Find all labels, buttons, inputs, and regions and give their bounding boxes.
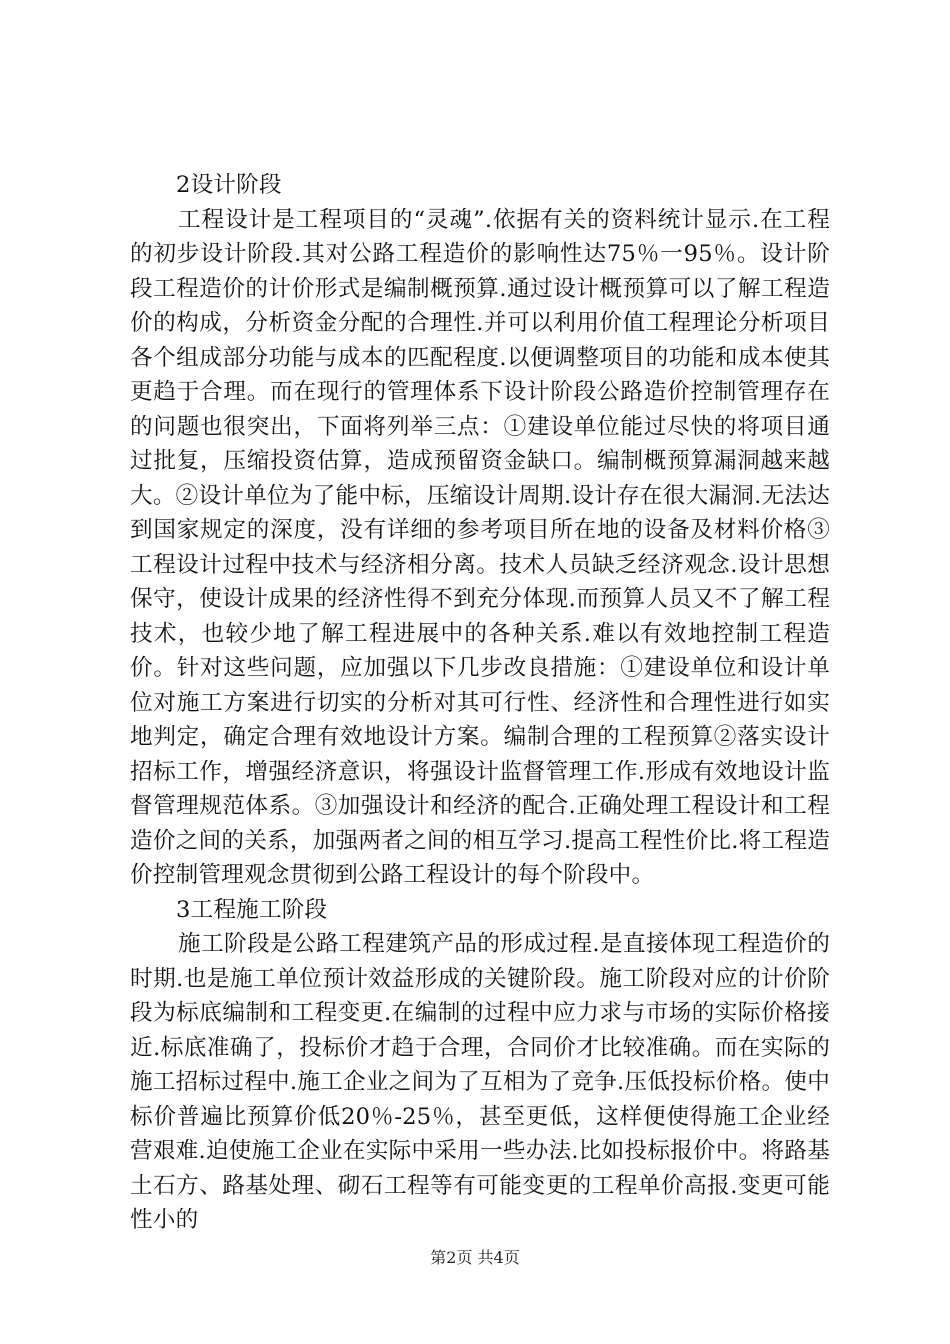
section-heading: 2设计阶段 [176,172,282,198]
section-paragraph: 施工阶段是公路工程建筑产品的形成过程.是直接体现工程造价的时期.也是施工单位预计效益形成的关键阶段。施工阶段对应的计价阶段为标底编制和工程变更.在编制的过程中应力求与市场的实际价格接近.标底准确了，投标价才趋于合理，合同价才比较准确。而在实际的施工招标过程中.施工企业之间为了互相为了竞争.压低投标价格。使中标价普遍比预算价低20％-25％，甚至更低，这样便使得施工企业经营艰难.迫使施工企业在实际中采用一些办法.比如投标报价中。将路基土石方、路基处理、砌石工程等有可能变更的工程单价高报.变更可能性小的 [130,931,830,1233]
section-paragraph: 工程设计是工程项目的“灵魂”.依据有关的资料统计显示.在工程的初步设计阶段.其对公路工程造价的影响性达75％一95％。设计阶段工程造价的计价形式是编制概预算.通过设计概预算可以了解工程造价的构成，分析资金分配的合理性.并可以利用价值工程理论分析项目各个组成部分功能与成本的匹配程度.以便调整项目的功能和成本使其更趋于合理。而在现行的管理体系下设计阶段公路造价控制管理存在的问题也很突出，下面将列举三点：①建设单位能过尽快的将项目通过批复，压缩投资估算，造成预留资金缺口。编制概预算漏洞越来越大。②设计单位为了能中标，压缩设计周期.设计存在很大漏洞.无法达到国家规定的深度，没有详细的参考项目所在地的设备及材料价格③工程设计过程中技术与经济相分离。技术人员缺乏经济观念.设计思想保守，使设计成果的经济性得不到充分体现.而预算人员又不了解工程技术，也较少地了解工程进展中的各种关系.难以有效地控制工程造价。针对这些问题，应加强以下几步改良措施：①建设单位和设计单位对施工方案进行切实的分析对其可行性、经济性和合理性进行如实地判定，确定合理有效地设计方案。编制合理的工程预算②落实设计招标工作，增强经济意识，将强设计监督管理工作.形成有效地设计监督管理规范体系。③加强设计和经济的配合.正确处理工程设计和工程造价之间的关系，加强两者之间的相互学习.提高工程性价比.将工程造价控制管理观念贯彻到公路工程设计的每个阶段中。 [130,206,830,888]
section-heading: 3工程施工阶段 [176,896,328,923]
document-body [130,168,830,1238]
page-number-footer: 第2页 共4页 [430,1248,520,1267]
